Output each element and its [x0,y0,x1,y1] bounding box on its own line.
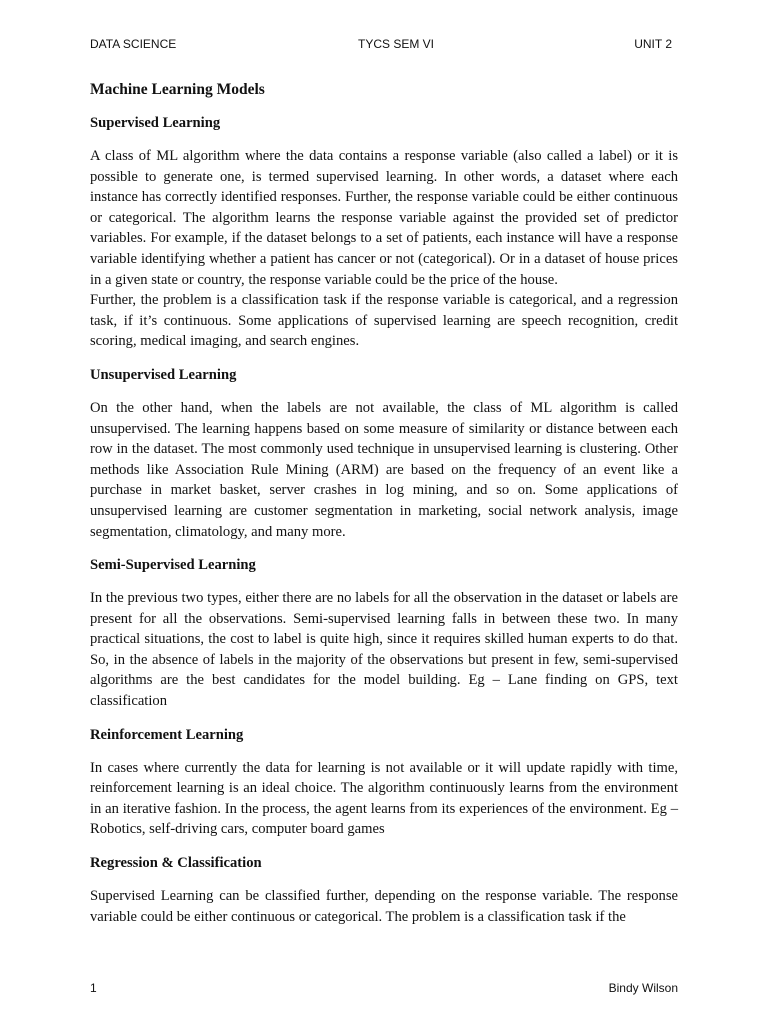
section-regression-classification [90,853,678,927]
section-reinforcement-learning [90,725,678,840]
section-semi-supervised-learning [90,555,678,712]
section-paragraph: In the previous two types, either there are no labels for all the observation in the dataset or labels are present for all the observations. Semi-supervised learning falls in between these two. In many practical situations, the cost to label is quite high, since it requires skilled human experts to do that. So, in the absence of labels in the majority of the observations but present in few, semi-supervised algorithms are the best candidates for the model building. Eg – Lane finding on GPS, text classification [90,590,678,710]
section-heading: Regression & Classification [90,855,262,872]
section-supervised-learning [90,113,678,352]
footer-author: Bindy Wilson [608,981,678,995]
section-heading: Unsupervised Learning [90,366,237,383]
page-number: 1 [90,981,97,995]
section-paragraph: Further, the problem is a classification task if the response variable is categorical, and a regression task, if it’s continuous. Some applications of supervised learning are speech recognition, credit scoring, medical imaging, and search engines. [90,292,678,350]
section-paragraph: On the other hand, when the labels are not available, the class of ML algorithm is called unsupervised. The learning happens based on some measure of similarity or distance between each row in the dataset. The most commonly used technique in unsupervised learning is clustering. Other methods like Association Rule Mining (ARM) are based on the frequency of an event like a purchase in market basket, server crashes in log mining, and so on. Some applications of unsupervised learning are customer segmentation in marketing, social network analysis, image segmentation, climatology, and many more. [90,399,678,540]
page-footer [90,981,678,997]
section-heading: Supervised Learning [90,115,221,131]
page-header [90,37,678,53]
section-paragraph: Supervised Learning can be classified further, depending on the response variable. The response variable could be either continuous or categorical. The problem is a classification task if the [90,888,678,925]
section-heading: Reinforcement Learning [90,726,244,743]
header-subject: DATA SCIENCE [90,37,177,51]
section-paragraph: In cases where currently the data for learning is not available or it will update rapidly with time, reinforcement learning is an ideal choice. The algorithm continuously learns from the environment in an iterative fashion. In the process, the agent learns from its experiences of the environment. Eg – Robotics, self-driving cars, computer board games [90,759,678,838]
header-course: TYCS SEM VI [358,37,435,51]
header-unit: UNIT 2 [634,37,672,51]
section-heading: Semi-Supervised Learning [90,557,256,574]
page-title: Machine Learning Models [90,81,265,98]
section-paragraph: A class of ML algorithm where the data contains a response variable (also called a label) or it is possible to generate one, is termed supervised learning. In other words, a dataset where each instance has correctly identified responses. Further, the response variable could be either continuous or categorical. The algorithm learns the response variable against the provided set of predictor variables. For example, if the dataset belongs to a set of patients, each instance will have a response variable identifying whether a patient has cancer or not (categorical). Or in a dataset of house prices in a given state or country, the response variable could be the price of the house. [90,148,678,288]
section-unsupervised-learning [90,365,678,542]
page-content [90,80,678,940]
